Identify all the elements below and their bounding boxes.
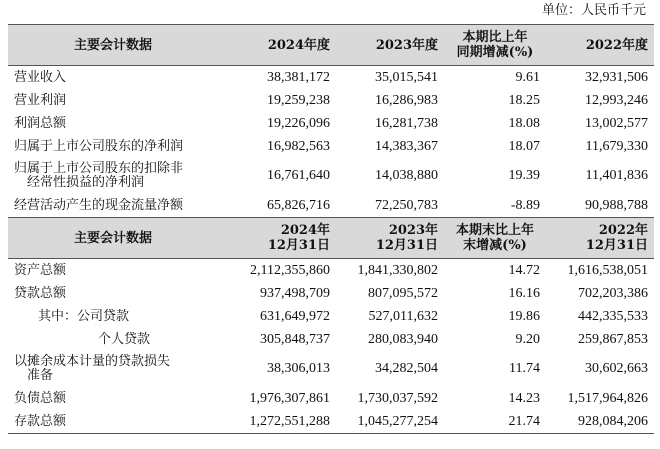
value-2022: 259,867,853 xyxy=(578,331,648,347)
table-row xyxy=(8,158,654,194)
value-2023: 807,095,572 xyxy=(368,285,438,301)
value-change: 21.74 xyxy=(444,410,546,434)
section2-header-2022-line2: 12月31日 xyxy=(585,238,648,253)
row-label: 贷款总额 xyxy=(14,285,67,301)
value-change: 14.23 xyxy=(508,390,540,406)
row-label: 经营活动产生的现金流量净额 xyxy=(14,197,184,213)
value-2022: 928,084,206 xyxy=(546,410,654,434)
value-2022: 702,203,386 xyxy=(578,285,648,301)
row-label: 资产总额 xyxy=(14,262,67,278)
value-2023: 14,038,880 xyxy=(375,168,438,183)
section1-header-change xyxy=(444,25,546,66)
value-2022: 1,616,538,051 xyxy=(567,262,648,278)
value-2022: 30,602,663 xyxy=(585,361,648,376)
value-2023: 35,015,541 xyxy=(375,69,438,85)
value-2024: 2,112,355,860 xyxy=(250,262,330,278)
financial-data-table xyxy=(8,24,654,434)
value-2024: 631,649,972 xyxy=(260,308,330,324)
table-row xyxy=(8,282,654,305)
table-row xyxy=(8,89,654,112)
row-label-line1: 以摊余成本计量的贷款损失 xyxy=(14,354,171,369)
row-label: 负债总额 xyxy=(14,390,67,406)
value-2022: 11,679,330 xyxy=(585,138,648,154)
row-label xyxy=(8,158,218,194)
table-row xyxy=(8,135,654,158)
section1-header-change-line1: 本期比上年 xyxy=(462,30,528,45)
row-label: 归属于上市公司股东的净利润 xyxy=(14,138,184,154)
value-2024: 16,761,640 xyxy=(267,168,330,183)
value-change: 9.61 xyxy=(515,69,540,85)
section2-header-2023 xyxy=(336,218,444,259)
row-label: 营业利润 xyxy=(14,92,67,108)
row-label-line2: 准备 xyxy=(27,368,54,383)
value-2024: 305,848,737 xyxy=(260,331,330,347)
value-2024: 38,381,172 xyxy=(267,69,330,85)
row-label-line2: 经常性损益的净利润 xyxy=(27,175,145,190)
section2-header-2023-line1: 2023年 xyxy=(388,223,438,238)
value-2023: 16,281,738 xyxy=(375,115,438,131)
table-row xyxy=(8,387,654,410)
value-2024: 937,498,709 xyxy=(260,285,330,301)
value-2024: 19,226,096 xyxy=(267,115,330,131)
value-2022: 1,517,964,826 xyxy=(567,390,648,406)
table-row xyxy=(8,328,654,351)
row-label: 其中：公司贷款 xyxy=(38,308,130,324)
value-2024: 19,259,238 xyxy=(267,92,330,108)
section2-header-2022-line1: 2022年 xyxy=(598,223,648,238)
table-row xyxy=(8,305,654,328)
section2-header-2024-line2: 12月31日 xyxy=(267,238,330,253)
table-row xyxy=(8,410,654,434)
section2-header-label: 主要会计数据 xyxy=(8,218,218,259)
value-2024: 1,272,551,288 xyxy=(218,410,336,434)
table-row xyxy=(8,66,654,90)
value-2023: 1,730,037,592 xyxy=(357,390,438,406)
section1-header-2024: 2024年度 xyxy=(218,25,336,66)
value-2023: 72,250,783 xyxy=(375,197,438,213)
table-row xyxy=(8,112,654,135)
section2-header-2024-line1: 2024年 xyxy=(280,223,330,238)
section2-header-change-line2: 末增减(%) xyxy=(463,238,527,253)
value-2024: 38,306,013 xyxy=(267,361,330,376)
section2-header-change xyxy=(444,218,546,259)
table-row xyxy=(8,351,654,387)
value-2022: 442,335,533 xyxy=(578,308,648,324)
section1-header-2023: 2023年度 xyxy=(336,25,444,66)
table-row xyxy=(8,259,654,283)
value-2023: 527,011,632 xyxy=(368,308,438,324)
section2-header-change-line1: 本期末比上年 xyxy=(455,223,534,238)
section2-header-2022 xyxy=(546,218,654,259)
section2-header-row xyxy=(8,218,654,259)
row-label: 个人贷款 xyxy=(98,331,151,347)
value-2024: 16,982,563 xyxy=(267,138,330,154)
value-2023: 280,083,940 xyxy=(368,331,438,347)
row-label: 营业收入 xyxy=(14,69,67,85)
value-2022: 90,988,788 xyxy=(585,197,648,213)
value-change: 19.39 xyxy=(508,168,540,183)
row-label: 存款总额 xyxy=(8,410,218,434)
value-change: 14.72 xyxy=(508,262,540,278)
value-2023: 16,286,983 xyxy=(375,92,438,108)
value-2022: 12,993,246 xyxy=(585,92,648,108)
section1-header-change-line2: 同期增减(%) xyxy=(456,45,534,60)
value-2022: 11,401,836 xyxy=(585,168,648,183)
value-2023: 1,841,330,802 xyxy=(357,262,438,278)
value-change: 11.74 xyxy=(509,361,540,376)
value-change: 16.16 xyxy=(508,285,540,301)
value-2024: 1,976,307,861 xyxy=(249,390,330,406)
value-change: 18.08 xyxy=(508,115,540,131)
value-change: 18.25 xyxy=(508,92,540,108)
value-2024: 65,826,716 xyxy=(267,197,330,213)
section1-header-row xyxy=(8,25,654,66)
section2-header-2023-line2: 12月31日 xyxy=(375,238,438,253)
value-change: -8.89 xyxy=(510,197,540,213)
table-row xyxy=(8,194,654,218)
section1-header-2022: 2022年度 xyxy=(546,25,654,66)
row-label: 利润总额 xyxy=(14,115,67,131)
value-2023: 1,045,277,254 xyxy=(336,410,444,434)
row-label-line1: 归属于上市公司股东的扣除非 xyxy=(14,161,184,176)
value-2023: 14,383,367 xyxy=(375,138,438,154)
section1-header-label: 主要会计数据 xyxy=(8,25,218,66)
value-change: 9.20 xyxy=(515,331,540,347)
value-2022: 13,002,577 xyxy=(585,115,648,131)
row-label xyxy=(8,351,218,387)
value-2023: 34,282,504 xyxy=(375,361,438,376)
value-2022: 32,931,506 xyxy=(585,69,648,85)
value-change: 19.86 xyxy=(508,308,540,324)
value-change: 18.07 xyxy=(508,138,540,154)
section2-header-2024 xyxy=(218,218,336,259)
unit-label: 单位：人民币千元 xyxy=(541,3,646,18)
